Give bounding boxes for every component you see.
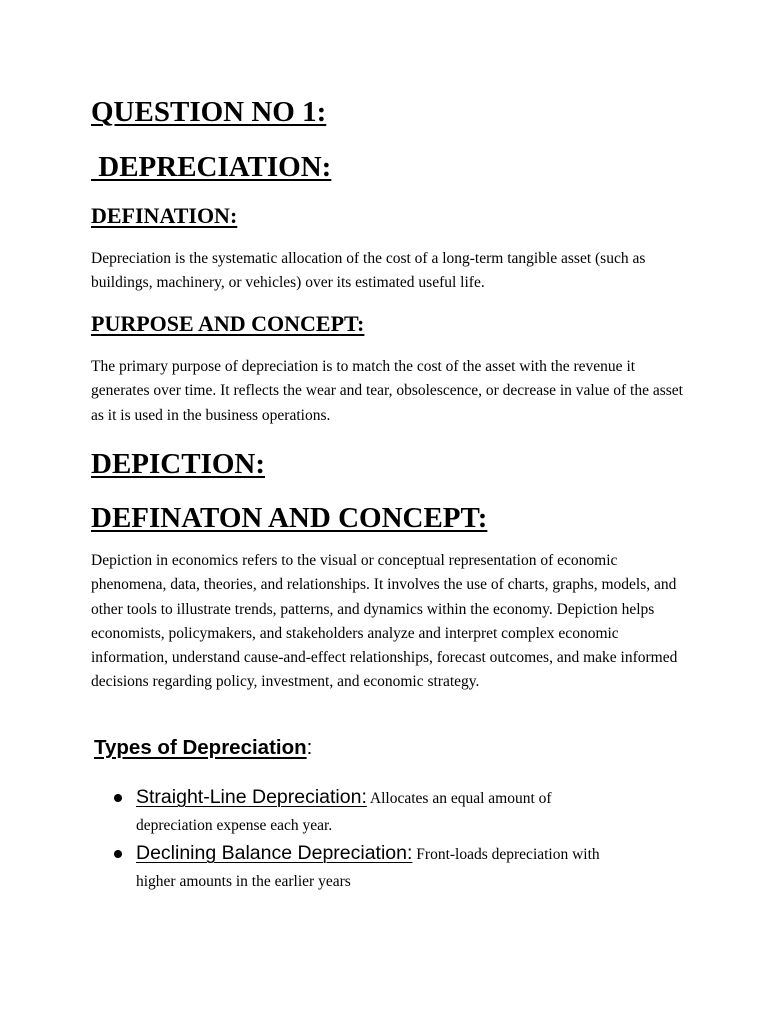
type-description-continued: higher amounts in the earlier years [136,873,351,890]
depreciation-title: DEPRECIATION: [91,151,332,183]
bullet-icon [114,850,122,858]
purpose-heading: PURPOSE AND CONCEPT: [91,311,365,336]
bullet-icon [114,794,122,802]
definition-paragraph: Depreciation is the systematic allocation of the cost of a long-term tangible asset (such as buildings, machinery, or vehicles) over its estimated useful life. [91,250,646,292]
depiction-title: DEPICTION: [91,448,266,480]
type-term: Straight-Line Depreciation: [136,786,367,808]
depiction-concept-title: DEFINATON AND CONCEPT: [91,502,488,534]
type-term: Declining Balance Depreciation: [136,842,413,864]
type-description: Front-loads depreciation with [416,846,600,863]
type-description-continued: depreciation expense each year. [136,817,333,834]
types-heading [94,733,312,763]
types-heading-colon: : [306,736,313,759]
list-item [114,782,694,838]
depreciation-types-list [114,782,694,894]
list-item [114,838,694,894]
question-title: QUESTION NO 1: [91,96,327,128]
types-heading-text: Types of Depreciation [94,736,307,759]
definition-heading: DEFINATION: [91,203,238,228]
purpose-paragraph: The primary purpose of depreciation is to match the cost of the asset with the revenue it generates over time. It reflects the wear and tear, obsolescence, or decrease in value of the asset as it is used in the business operations. [91,358,683,424]
depiction-paragraph: Depiction in economics refers to the visual or conceptual representation of economic phenomena, data, theories, and relationships. It involves the use of charts, graphs, models, and other tools to illustrate trends, patterns, and dynamics within the economy. Depiction helps economists, policymakers, and stakeholders analyze and interpret complex economic information, understand cause-and-effect relationships, forecast outcomes, and make informed decisions regarding policy, investment, and economic strategy. [91,552,678,691]
type-description: Allocates an equal amount of [369,790,552,807]
